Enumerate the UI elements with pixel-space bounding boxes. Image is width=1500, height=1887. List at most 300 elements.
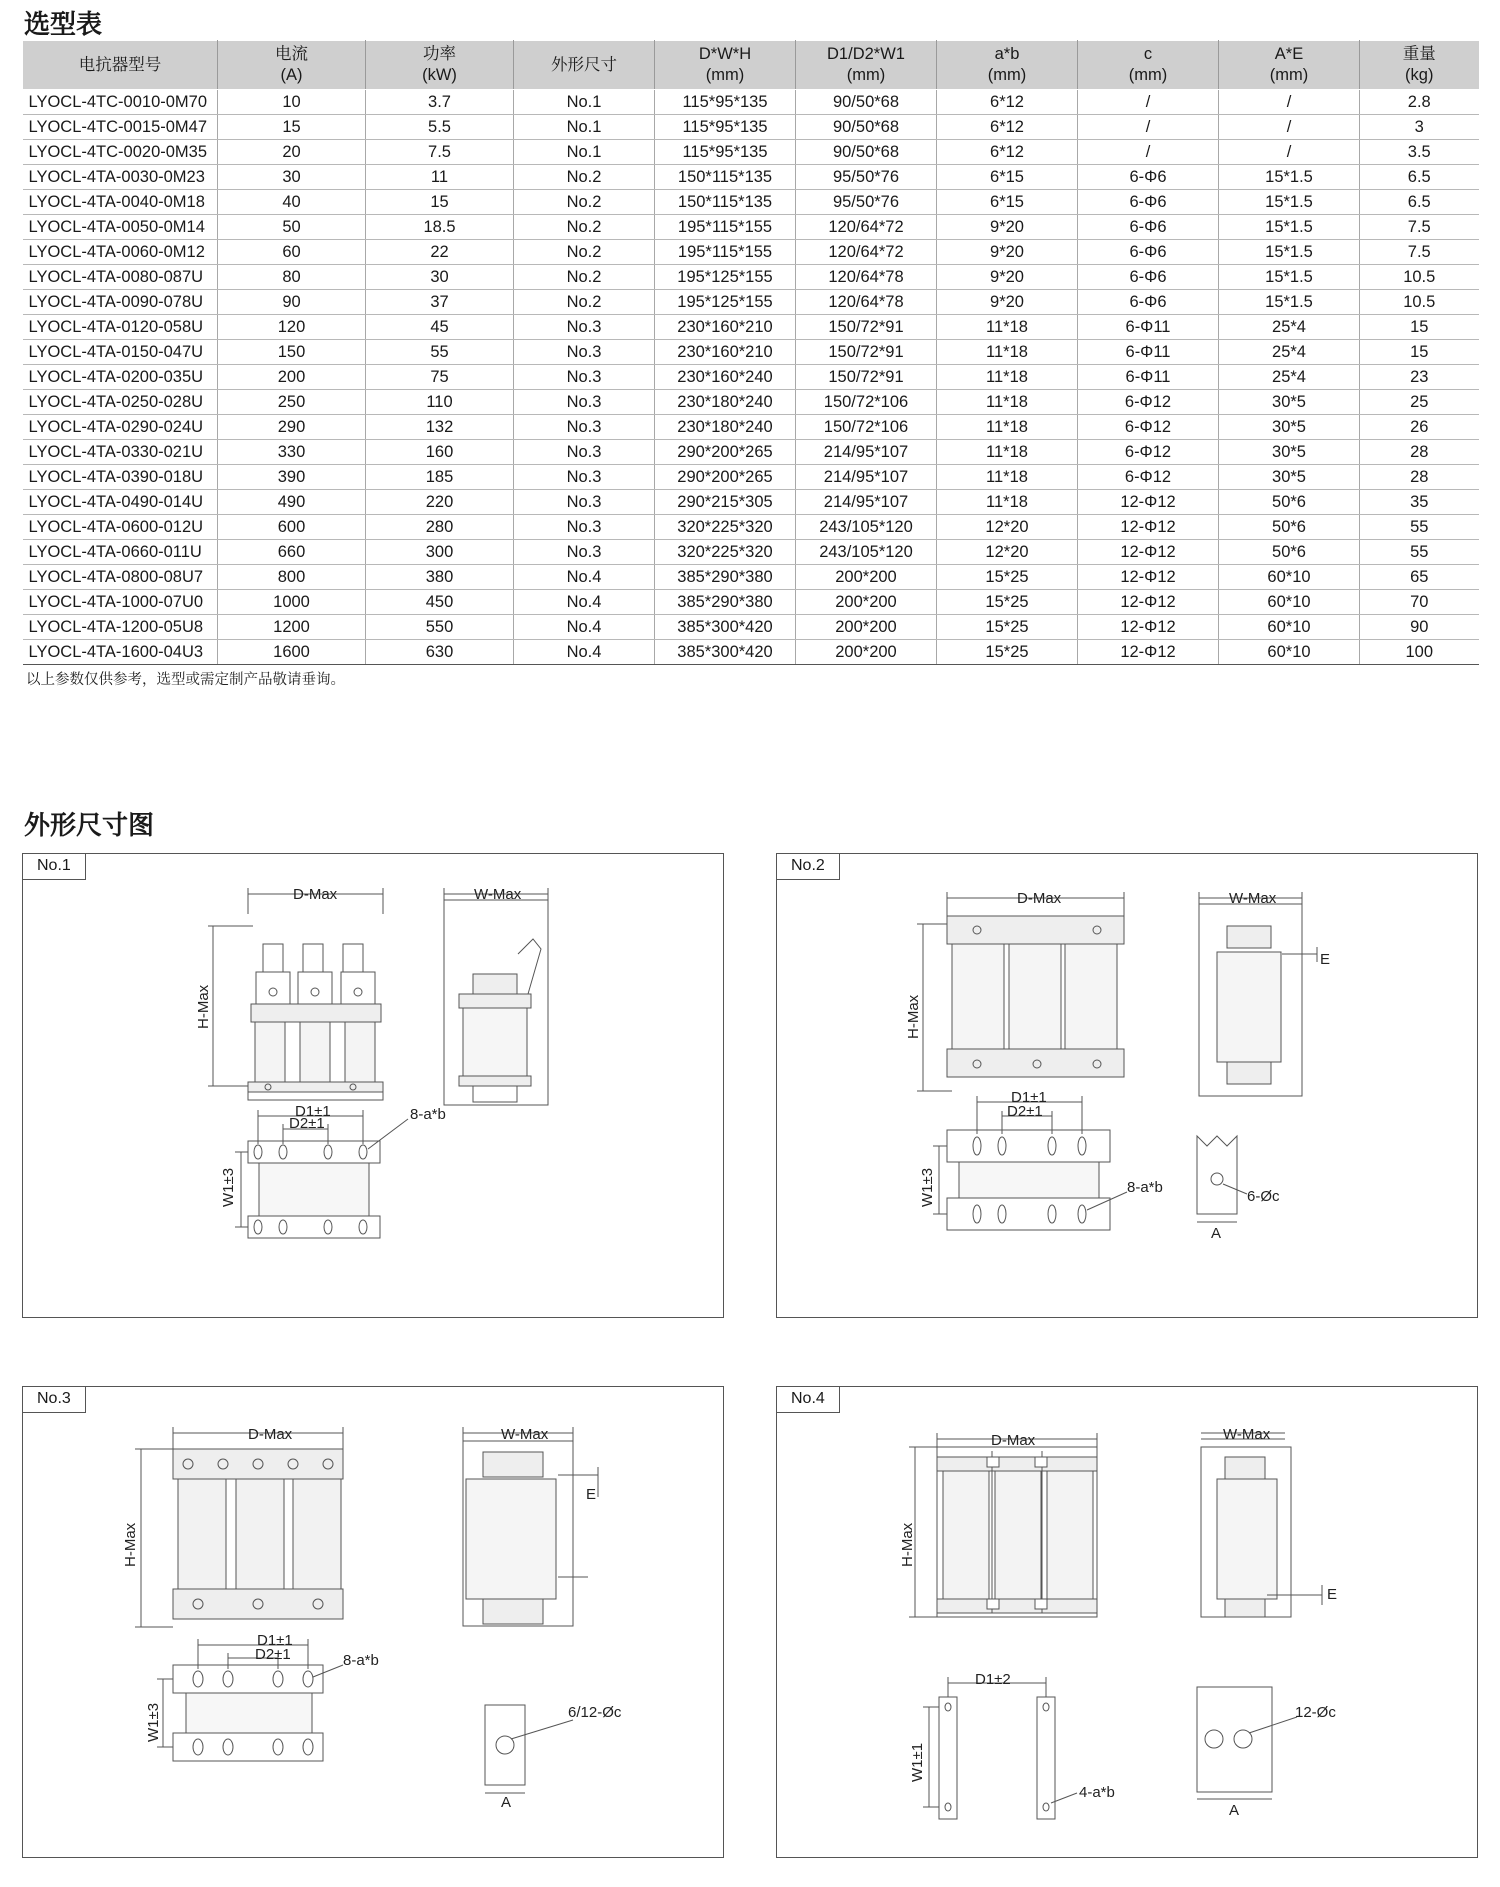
table-cell: 320*225*320 bbox=[655, 540, 796, 565]
table-cell: 10 bbox=[218, 90, 366, 115]
table-cell: 50*6 bbox=[1219, 490, 1360, 515]
table-cell: LYOCL-4TA-0250-028U bbox=[23, 390, 218, 415]
header-label: 电抗器型号 bbox=[78, 55, 162, 74]
table-cell: No.2 bbox=[514, 215, 655, 240]
table-row bbox=[23, 340, 1479, 365]
no4-holes-label: 4-a*b bbox=[1079, 1784, 1115, 1801]
table-cell: 40 bbox=[218, 190, 366, 215]
no1-w-max-label: W-Max bbox=[474, 886, 522, 903]
table-cell: 9*20 bbox=[937, 240, 1078, 265]
drawing-no2-svg bbox=[777, 854, 1477, 1317]
table-row bbox=[23, 215, 1479, 240]
no2-w1-label: W1±3 bbox=[919, 1167, 936, 1207]
table-cell: 110 bbox=[366, 390, 514, 415]
table-cell: 630 bbox=[366, 640, 514, 665]
table-cell: LYOCL-4TA-0040-0M18 bbox=[23, 190, 218, 215]
table-cell: LYOCL-4TA-0200-035U bbox=[23, 365, 218, 390]
table-cell: 5.5 bbox=[366, 115, 514, 140]
table-cell: 600 bbox=[218, 515, 366, 540]
header-label: a*b bbox=[994, 45, 1020, 63]
table-cell: 6-Φ6 bbox=[1078, 190, 1219, 215]
no2-h-max-label: H-Max bbox=[905, 994, 922, 1039]
table-cell: No.3 bbox=[514, 340, 655, 365]
table-cell: No.3 bbox=[514, 415, 655, 440]
table-cell: LYOCL-4TA-0660-011U bbox=[23, 540, 218, 565]
table-cell: LYOCL-4TA-0060-0M12 bbox=[23, 240, 218, 265]
table-cell: No.4 bbox=[514, 640, 655, 665]
table-cell: No.2 bbox=[514, 290, 655, 315]
table-cell: 12-Φ12 bbox=[1078, 490, 1219, 515]
table-header-cell bbox=[514, 41, 655, 90]
table-cell: 230*180*240 bbox=[655, 390, 796, 415]
table-cell: 380 bbox=[366, 565, 514, 590]
table-cell: 120/64*78 bbox=[796, 290, 937, 315]
header-label: 外形尺寸 bbox=[551, 55, 617, 74]
panel-tag-no4: No.4 bbox=[777, 1387, 840, 1413]
table-cell: 1600 bbox=[218, 640, 366, 665]
no4-e-label: E bbox=[1327, 1586, 1338, 1603]
table-row bbox=[23, 440, 1479, 465]
table-cell: No.1 bbox=[514, 90, 655, 115]
table-cell: 6-Φ6 bbox=[1078, 165, 1219, 190]
drawing-panel-no2 bbox=[776, 853, 1478, 1318]
table-cell: No.2 bbox=[514, 240, 655, 265]
table-cell: 25*4 bbox=[1219, 340, 1360, 365]
table-row bbox=[23, 115, 1479, 140]
table-row bbox=[23, 265, 1479, 290]
no2-c-holes-label: 6-Øc bbox=[1247, 1188, 1280, 1205]
table-cell: 11*18 bbox=[937, 490, 1078, 515]
table-cell: No.1 bbox=[514, 115, 655, 140]
table-header-cell bbox=[655, 41, 796, 90]
table-row bbox=[23, 490, 1479, 515]
table-cell: 23 bbox=[1360, 365, 1479, 390]
table-cell: 25 bbox=[1360, 390, 1479, 415]
table-cell: 12*20 bbox=[937, 540, 1078, 565]
table-cell: LYOCL-4TA-0090-078U bbox=[23, 290, 218, 315]
header-label: 电流 bbox=[275, 45, 308, 63]
table-cell: 100 bbox=[1360, 640, 1479, 665]
table-cell: 115*95*135 bbox=[655, 90, 796, 115]
table-cell: 385*300*420 bbox=[655, 615, 796, 640]
no2-d-max-label: D-Max bbox=[1017, 890, 1062, 907]
table-cell: 60*10 bbox=[1219, 565, 1360, 590]
table-cell: 490 bbox=[218, 490, 366, 515]
table-cell: 15*25 bbox=[937, 565, 1078, 590]
no3-holes-label: 8-a*b bbox=[343, 1652, 379, 1669]
table-cell: 3.7 bbox=[366, 90, 514, 115]
table-cell: 15*25 bbox=[937, 590, 1078, 615]
table-cell: No.2 bbox=[514, 165, 655, 190]
drawing-panel-no3 bbox=[22, 1386, 724, 1858]
table-cell: 9*20 bbox=[937, 265, 1078, 290]
table-cell: 390 bbox=[218, 465, 366, 490]
table-cell: 150/72*106 bbox=[796, 415, 937, 440]
table-row bbox=[23, 165, 1479, 190]
table-cell: 300 bbox=[366, 540, 514, 565]
table-cell: 220 bbox=[366, 490, 514, 515]
table-cell: No.1 bbox=[514, 140, 655, 165]
table-cell: 115*95*135 bbox=[655, 115, 796, 140]
no3-e-label: E bbox=[586, 1486, 597, 1503]
panel-tag-no1: No.1 bbox=[23, 854, 86, 880]
table-cell: LYOCL-4TA-0150-047U bbox=[23, 340, 218, 365]
table-cell: 75 bbox=[366, 365, 514, 390]
header-unit: (mm) bbox=[987, 66, 1027, 84]
table-cell: 6.5 bbox=[1360, 190, 1479, 215]
table-cell: 18.5 bbox=[366, 215, 514, 240]
drawing-no4-svg bbox=[777, 1387, 1477, 1857]
table-cell: 6-Φ12 bbox=[1078, 440, 1219, 465]
no4-w1-label: W1±1 bbox=[909, 1742, 926, 1782]
table-cell: 250 bbox=[218, 390, 366, 415]
table-cell: No.3 bbox=[514, 315, 655, 340]
no1-w1-label: W1±3 bbox=[220, 1167, 237, 1207]
table-cell: / bbox=[1078, 90, 1219, 115]
table-cell: LYOCL-4TA-0330-021U bbox=[23, 440, 218, 465]
table-cell: 50 bbox=[218, 215, 366, 240]
drawing-panel-no1 bbox=[22, 853, 724, 1318]
table-header-cell bbox=[366, 41, 514, 90]
table-cell: 450 bbox=[366, 590, 514, 615]
table-cell: 60*10 bbox=[1219, 615, 1360, 640]
table-cell: 150*115*135 bbox=[655, 165, 796, 190]
table-cell: 230*160*210 bbox=[655, 340, 796, 365]
table-cell: LYOCL-4TA-1200-05U8 bbox=[23, 615, 218, 640]
table-cell: 15*25 bbox=[937, 640, 1078, 665]
no2-holes-label: 8-a*b bbox=[1127, 1179, 1163, 1196]
table-cell: 15 bbox=[366, 190, 514, 215]
table-cell: 15 bbox=[1360, 315, 1479, 340]
table-cell: No.3 bbox=[514, 490, 655, 515]
table-cell: 6*12 bbox=[937, 115, 1078, 140]
table-cell: 12-Φ12 bbox=[1078, 565, 1219, 590]
table-cell: 6*15 bbox=[937, 165, 1078, 190]
table-cell: LYOCL-4TA-0120-058U bbox=[23, 315, 218, 340]
table-cell: 243/105*120 bbox=[796, 540, 937, 565]
table-cell: 550 bbox=[366, 615, 514, 640]
no4-c-holes-label: 12-Øc bbox=[1295, 1704, 1336, 1721]
table-cell: 6-Φ11 bbox=[1078, 340, 1219, 365]
header-label: 功率 bbox=[423, 45, 456, 63]
table-cell: 70 bbox=[1360, 590, 1479, 615]
table-row bbox=[23, 590, 1479, 615]
table-cell: / bbox=[1219, 90, 1360, 115]
table-cell: No.3 bbox=[514, 390, 655, 415]
drawing-no1-svg bbox=[23, 854, 723, 1317]
table-cell: LYOCL-4TA-0800-08U7 bbox=[23, 565, 218, 590]
table-cell: 290*200*265 bbox=[655, 440, 796, 465]
table-header-cell bbox=[1078, 41, 1219, 90]
table-cell: 11 bbox=[366, 165, 514, 190]
table-cell: 55 bbox=[1360, 540, 1479, 565]
table-cell: 150/72*91 bbox=[796, 340, 937, 365]
table-cell: No.3 bbox=[514, 515, 655, 540]
table-cell: 12-Φ12 bbox=[1078, 615, 1219, 640]
no1-h-max-label: H-Max bbox=[195, 984, 212, 1029]
table-cell: 30*5 bbox=[1219, 390, 1360, 415]
table-cell: 800 bbox=[218, 565, 366, 590]
table-cell: LYOCL-4TA-0490-014U bbox=[23, 490, 218, 515]
no4-d-max-label: D-Max bbox=[991, 1432, 1036, 1449]
table-cell: 15 bbox=[1360, 340, 1479, 365]
no3-a-label: A bbox=[501, 1794, 512, 1811]
drawing-no3-svg bbox=[23, 1387, 723, 1857]
table-cell: 12-Φ12 bbox=[1078, 515, 1219, 540]
table-cell: No.3 bbox=[514, 440, 655, 465]
table-cell: 214/95*107 bbox=[796, 465, 937, 490]
table-cell: 200*200 bbox=[796, 640, 937, 665]
outline-drawing-title: 外形尺寸图 bbox=[24, 810, 155, 840]
table-cell: 50*6 bbox=[1219, 515, 1360, 540]
no3-w1-label: W1±3 bbox=[145, 1702, 162, 1742]
table-cell: 200*200 bbox=[796, 565, 937, 590]
table-cell: 200 bbox=[218, 365, 366, 390]
no1-d2-label: D2±1 bbox=[289, 1115, 325, 1132]
table-cell: 15 bbox=[218, 115, 366, 140]
table-cell: LYOCL-4TC-0010-0M70 bbox=[23, 90, 218, 115]
table-cell: 320*225*320 bbox=[655, 515, 796, 540]
table-cell: 11*18 bbox=[937, 340, 1078, 365]
table-cell: 12*20 bbox=[937, 515, 1078, 540]
no3-c-holes-label: 6/12-Øc bbox=[568, 1704, 622, 1721]
table-cell: 150/72*91 bbox=[796, 315, 937, 340]
table-cell: 60 bbox=[218, 240, 366, 265]
table-cell: 22 bbox=[366, 240, 514, 265]
table-cell: 11*18 bbox=[937, 415, 1078, 440]
table-cell: 15*1.5 bbox=[1219, 165, 1360, 190]
table-cell: 90/50*68 bbox=[796, 90, 937, 115]
panel-tag-no3: No.3 bbox=[23, 1387, 86, 1413]
table-row bbox=[23, 640, 1479, 665]
no3-d2-label: D2±1 bbox=[255, 1646, 291, 1663]
table-cell: No.3 bbox=[514, 465, 655, 490]
header-label: 重量 bbox=[1402, 45, 1436, 63]
table-cell: 20 bbox=[218, 140, 366, 165]
table-cell: LYOCL-4TC-0015-0M47 bbox=[23, 115, 218, 140]
table-cell: 150/72*91 bbox=[796, 365, 937, 390]
header-unit: (mm) bbox=[846, 66, 886, 84]
table-row bbox=[23, 140, 1479, 165]
table-cell: 6-Φ6 bbox=[1078, 240, 1219, 265]
table-cell: 45 bbox=[366, 315, 514, 340]
table-cell: 385*290*380 bbox=[655, 565, 796, 590]
table-cell: 50*6 bbox=[1219, 540, 1360, 565]
table-cell: 290*215*305 bbox=[655, 490, 796, 515]
table-cell: 30*5 bbox=[1219, 415, 1360, 440]
table-cell: 9*20 bbox=[937, 215, 1078, 240]
table-header-cell bbox=[23, 41, 218, 90]
table-row bbox=[23, 540, 1479, 565]
table-cell: / bbox=[1078, 115, 1219, 140]
table-cell: No.4 bbox=[514, 590, 655, 615]
table-header-cell bbox=[1360, 41, 1479, 90]
table-header-cell bbox=[218, 41, 366, 90]
table-row bbox=[23, 565, 1479, 590]
table-cell: 290*200*265 bbox=[655, 465, 796, 490]
table-cell: 330 bbox=[218, 440, 366, 465]
table-cell: 15*1.5 bbox=[1219, 215, 1360, 240]
table-cell: / bbox=[1219, 115, 1360, 140]
header-label: D*W*H bbox=[698, 45, 752, 63]
table-cell: 95/50*76 bbox=[796, 165, 937, 190]
table-cell: 12-Φ12 bbox=[1078, 590, 1219, 615]
table-cell: 214/95*107 bbox=[796, 440, 937, 465]
table-cell: 15*1.5 bbox=[1219, 240, 1360, 265]
table-cell: 90/50*68 bbox=[796, 140, 937, 165]
table-cell: No.3 bbox=[514, 540, 655, 565]
table-cell: 200*200 bbox=[796, 615, 937, 640]
table-footnote: 以上参数仅供参考，选型或需定制产品敬请垂询。 bbox=[26, 672, 345, 688]
table-row bbox=[23, 240, 1479, 265]
table-cell: 25*4 bbox=[1219, 365, 1360, 390]
table-cell: 6*12 bbox=[937, 90, 1078, 115]
table-cell: LYOCL-4TA-0600-012U bbox=[23, 515, 218, 540]
table-cell: 11*18 bbox=[937, 315, 1078, 340]
table-cell: 7.5 bbox=[1360, 215, 1479, 240]
header-unit: (kW) bbox=[422, 66, 457, 84]
table-cell: 6.5 bbox=[1360, 165, 1479, 190]
table-cell: 185 bbox=[366, 465, 514, 490]
table-cell: 30 bbox=[218, 165, 366, 190]
table-cell: 10.5 bbox=[1360, 290, 1479, 315]
table-cell: 200*200 bbox=[796, 590, 937, 615]
table-cell: LYOCL-4TA-0050-0M14 bbox=[23, 215, 218, 240]
table-cell: 6-Φ12 bbox=[1078, 415, 1219, 440]
table-cell: No.4 bbox=[514, 615, 655, 640]
drawing-panel-no4 bbox=[776, 1386, 1478, 1858]
table-cell: LYOCL-4TA-0030-0M23 bbox=[23, 165, 218, 190]
table-cell: 214/95*107 bbox=[796, 490, 937, 515]
table-cell: 120/64*72 bbox=[796, 240, 937, 265]
table-row bbox=[23, 515, 1479, 540]
table-cell: 55 bbox=[366, 340, 514, 365]
no1-d-max-label: D-Max bbox=[293, 886, 338, 903]
table-cell: 30*5 bbox=[1219, 465, 1360, 490]
table-cell: 15*1.5 bbox=[1219, 190, 1360, 215]
table-cell: 6-Φ11 bbox=[1078, 365, 1219, 390]
no3-d-max-label: D-Max bbox=[248, 1426, 293, 1443]
table-cell: 15*25 bbox=[937, 615, 1078, 640]
no2-d1-label: D1±1 bbox=[1011, 1089, 1047, 1106]
table-cell: 12-Φ12 bbox=[1078, 640, 1219, 665]
header-unit: (A) bbox=[280, 66, 303, 84]
table-cell: 11*18 bbox=[937, 440, 1078, 465]
table-cell: 230*160*210 bbox=[655, 315, 796, 340]
table-cell: 12-Φ12 bbox=[1078, 540, 1219, 565]
table-cell: 660 bbox=[218, 540, 366, 565]
table-row bbox=[23, 190, 1479, 215]
table-cell: 37 bbox=[366, 290, 514, 315]
table-cell: 55 bbox=[1360, 515, 1479, 540]
table-cell: 7.5 bbox=[366, 140, 514, 165]
table-cell: 30*5 bbox=[1219, 440, 1360, 465]
table-cell: 195*125*155 bbox=[655, 290, 796, 315]
table-cell: 150 bbox=[218, 340, 366, 365]
table-row bbox=[23, 415, 1479, 440]
no2-a-label: A bbox=[1211, 1225, 1222, 1242]
table-cell: 195*115*155 bbox=[655, 215, 796, 240]
table-cell: 132 bbox=[366, 415, 514, 440]
table-cell: 30 bbox=[366, 265, 514, 290]
no4-w-max-label: W-Max bbox=[1223, 1426, 1271, 1443]
table-cell: No.3 bbox=[514, 365, 655, 390]
table-cell: No.2 bbox=[514, 265, 655, 290]
table-cell: 290 bbox=[218, 415, 366, 440]
table-cell: 11*18 bbox=[937, 465, 1078, 490]
no2-d2-label: D2±1 bbox=[1007, 1103, 1043, 1120]
table-cell: 90 bbox=[218, 290, 366, 315]
table-cell: 6-Φ12 bbox=[1078, 465, 1219, 490]
table-cell: 150*115*135 bbox=[655, 190, 796, 215]
table-cell: 28 bbox=[1360, 465, 1479, 490]
table-cell: 26 bbox=[1360, 415, 1479, 440]
table-cell: 95/50*76 bbox=[796, 190, 937, 215]
table-cell: 60*10 bbox=[1219, 640, 1360, 665]
table-cell: 65 bbox=[1360, 565, 1479, 590]
table-cell: 6-Φ6 bbox=[1078, 290, 1219, 315]
table-cell: LYOCL-4TC-0020-0M35 bbox=[23, 140, 218, 165]
header-unit: (mm) bbox=[1269, 66, 1309, 84]
table-cell: 6-Φ12 bbox=[1078, 390, 1219, 415]
table-header-cell bbox=[937, 41, 1078, 90]
table-cell: 280 bbox=[366, 515, 514, 540]
no1-holes-label: 8-a*b bbox=[410, 1106, 446, 1123]
table-row bbox=[23, 615, 1479, 640]
table-cell: 60*10 bbox=[1219, 590, 1360, 615]
header-unit: (kg) bbox=[1405, 66, 1434, 84]
no4-a-label: A bbox=[1229, 1802, 1240, 1819]
table-cell: 11*18 bbox=[937, 365, 1078, 390]
table-cell: 230*180*240 bbox=[655, 415, 796, 440]
no3-h-max-label: H-Max bbox=[122, 1522, 139, 1567]
no1-d1-label: D1±1 bbox=[295, 1103, 331, 1120]
header-unit: (mm) bbox=[705, 66, 745, 84]
table-row bbox=[23, 365, 1479, 390]
table-cell: 7.5 bbox=[1360, 240, 1479, 265]
table-cell: 90 bbox=[1360, 615, 1479, 640]
table-cell: / bbox=[1219, 140, 1360, 165]
table-cell: 15*1.5 bbox=[1219, 290, 1360, 315]
table-cell: 120/64*72 bbox=[796, 215, 937, 240]
no2-w-max-label: W-Max bbox=[1229, 890, 1277, 907]
table-row bbox=[23, 90, 1479, 115]
table-cell: 6*12 bbox=[937, 140, 1078, 165]
table-cell: 3.5 bbox=[1360, 140, 1479, 165]
table-header-row bbox=[23, 41, 1479, 90]
header-label: c bbox=[1143, 45, 1153, 63]
panel-tag-no2: No.2 bbox=[777, 854, 840, 880]
table-cell: 150/72*106 bbox=[796, 390, 937, 415]
table-cell: 1000 bbox=[218, 590, 366, 615]
table-cell: LYOCL-4TA-0290-024U bbox=[23, 415, 218, 440]
table-header-cell bbox=[796, 41, 937, 90]
table-cell: LYOCL-4TA-1000-07U0 bbox=[23, 590, 218, 615]
table-cell: No.4 bbox=[514, 565, 655, 590]
table-cell: 90/50*68 bbox=[796, 115, 937, 140]
table-cell: 15*1.5 bbox=[1219, 265, 1360, 290]
table-cell: 115*95*135 bbox=[655, 140, 796, 165]
table-cell: 120/64*78 bbox=[796, 265, 937, 290]
selection-table bbox=[22, 40, 1479, 665]
table-cell: No.2 bbox=[514, 190, 655, 215]
no4-d1-label: D1±2 bbox=[975, 1671, 1011, 1688]
table-cell: 6-Φ11 bbox=[1078, 315, 1219, 340]
table-cell: 2.8 bbox=[1360, 90, 1479, 115]
table-row bbox=[23, 465, 1479, 490]
table-cell: 35 bbox=[1360, 490, 1479, 515]
table-row bbox=[23, 390, 1479, 415]
